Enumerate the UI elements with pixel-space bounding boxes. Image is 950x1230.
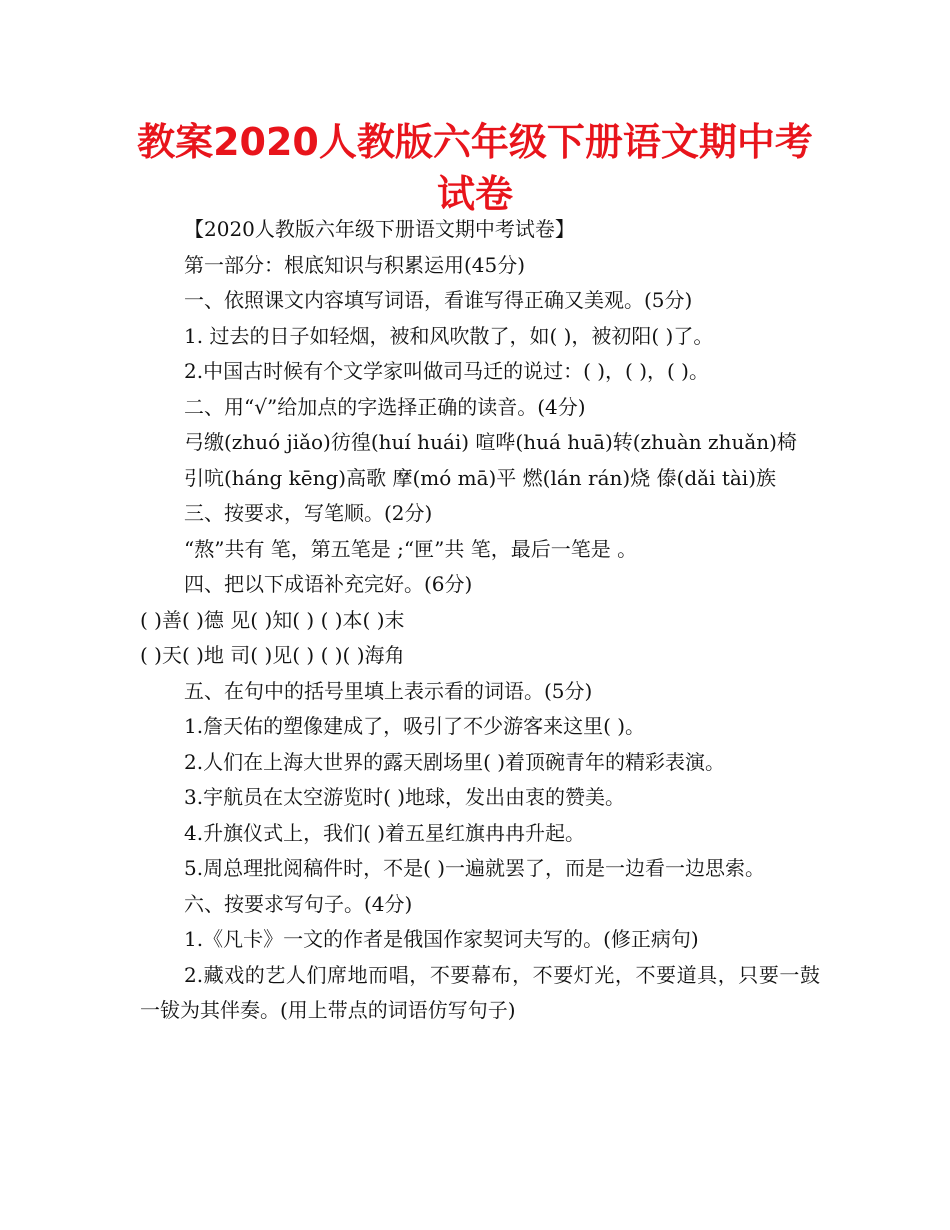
section-heading-3: 三、按要求，写笔顺。(2分) xyxy=(184,501,433,525)
question-line: 2.中国古时候有个文学家叫做司马迁的说过：( )，( )，( )。 xyxy=(184,359,709,383)
section-heading-6: 六、按要求写句子。(4分) xyxy=(184,891,413,916)
pinyin-paragraph: 引吭(háng kēng)高歌 摩(mó mā)平 燃(lán rán)烧 傣(dǎi tài)族 xyxy=(184,465,776,490)
section-heading-2: 二、用“√”给加点的字选择正确的读音。(4分) xyxy=(184,394,586,419)
section-heading-1: 一、依照课文内容填写词语，看谁写得正确又美观。(5分) xyxy=(184,288,693,312)
header-line: 【2020人教版六年级下册语文期中考试卷】 xyxy=(184,217,575,241)
document-body xyxy=(140,212,820,1029)
question-line: 4.升旗仪式上，我们( )着五星红旗冉冉升起。 xyxy=(184,820,586,845)
section-heading-5: 五、在句中的括号里填上表示看的词语。(5分) xyxy=(184,678,593,703)
section-heading-4: 四、把以下成语补充完好。(6分) xyxy=(184,572,473,596)
part-heading: 第一部分：根底知识与积累运用(45分) xyxy=(184,252,526,277)
question-line: “熬”共有 笔，第五笔是 ;“匣”共 笔，最后一笔是 。 xyxy=(184,536,638,561)
question-line: 2.人们在上海大世界的露天剧场里( )着顶碗青年的精彩表演。 xyxy=(184,749,726,774)
question-paragraph: 2.藏戏的艺人们席地而唱，不要幕布，不要灯光，不要道具，只要一鼓一钹为其伴奏。(用上带点的词语仿写句子) xyxy=(140,962,820,1022)
pinyin-paragraph: 弓缴(zhuó jiǎo)彷徨(huí huái) 喧哗(huá huā)转(zhuàn zhuǎn)椅 xyxy=(184,430,797,454)
question-line: 3.宇航员在太空游览时( )地球，发出由衷的赞美。 xyxy=(184,785,626,809)
idiom-line: ( )天( )地 司( )见( ) ( )( )海角 xyxy=(140,643,405,667)
question-line: 5.周总理批阅稿件时，不是( )一遍就罢了，而是一边看一边思索。 xyxy=(184,856,766,880)
question-line: 1. 过去的日子如轻烟，被和风吹散了，如( )，被初阳( )了。 xyxy=(184,323,714,348)
question-line: 1.詹天佑的塑像建成了，吸引了不少游客来这里( )。 xyxy=(184,714,646,738)
question-line: 1.《凡卡》一文的作者是俄国作家契诃夫写的。(修正病句) xyxy=(184,927,699,951)
document-title: 教案2020人教版六年级下册语文期中考试卷 xyxy=(137,120,813,216)
idiom-line: ( )善( )德 见( )知( ) ( )本( )末 xyxy=(140,607,405,632)
